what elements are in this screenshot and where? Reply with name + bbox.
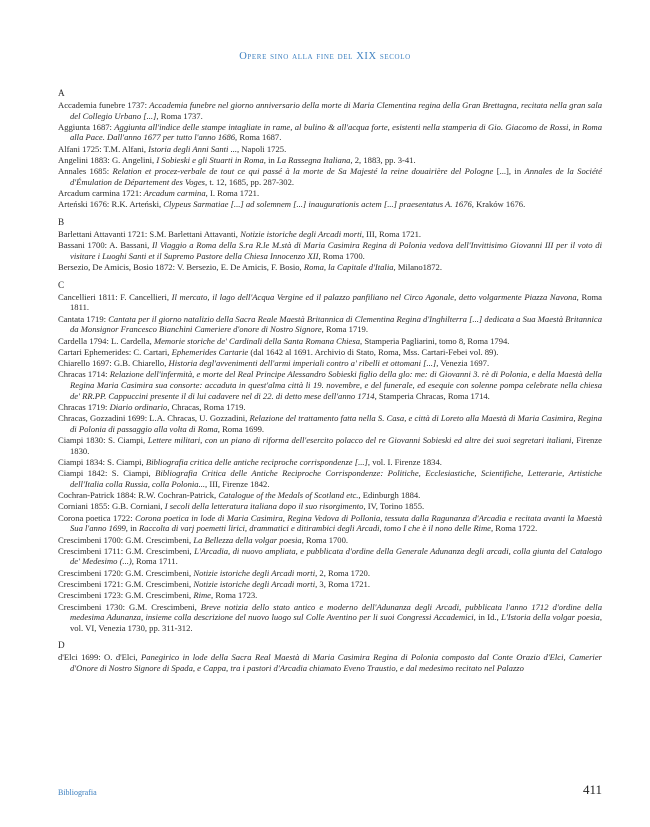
bibliography-entry bbox=[58, 188, 602, 199]
entry-text: , Venezia 1697. bbox=[436, 358, 490, 369]
entry-text: (dal 1642 al 1691. Archivio di Stato, Roma, Mss. Cartari-Febei vol. 89). bbox=[248, 346, 499, 357]
entry-text: Crescimbeni 1730: G.M. Crescimbeni, bbox=[58, 601, 201, 612]
entry-title: Istoria degli Anni Santi ... bbox=[148, 143, 238, 154]
entry-text: Cardella 1794: L. Cardella, bbox=[58, 335, 154, 346]
bibliography-entry bbox=[58, 100, 602, 121]
entry-title: Bibliografia Critica delle Antiche Reciproche Corrispondenze: Politiche, Ecclesiastiche, Scientifiche, Letterarie, Artistiche dell'Italia colla Russia, colla Polonia... bbox=[70, 468, 602, 489]
entry-title: Il Viaggio a Roma della S.ra R.le M.stà di Maria Casimira Regina di Polonia vedova dell'Invittisimo Giovanni III per il voto di visitare i Luoghi Santi et il Supremo Pastore della Chiesa Innocenzo XII bbox=[70, 240, 602, 261]
entry-text: , Roma 1711. bbox=[131, 556, 178, 567]
entry-text: , Roma 1687. bbox=[235, 132, 282, 143]
section-letter: A bbox=[58, 88, 65, 98]
entry-title: Corona poetica in lode di Maria Casimira, Regina Vedova di Pollonia, tessuta dalla Ragunanza d'Arcadia e recitata avanti la Maestà Sua l'anno 1699 bbox=[70, 512, 602, 534]
entry-title: Clypeus Sarmatiae [...] ad solemnem [...] inaugurationis actem [...] praesentatus A. 1676 bbox=[163, 199, 472, 210]
entry-text: Bassani 1700: A. Bassani, bbox=[58, 240, 152, 251]
entry-text: Accademia funebre 1737: bbox=[58, 100, 150, 110]
entry-text: [...], in bbox=[493, 166, 525, 177]
entry-text: , Edinburgh 1884. bbox=[358, 490, 421, 501]
entry-text: , in Id., bbox=[473, 612, 502, 623]
entry-text: , IV, Torino 1855. bbox=[363, 501, 425, 512]
bibliography-entry bbox=[58, 166, 602, 187]
bibliography-entry bbox=[58, 568, 602, 579]
section-d bbox=[58, 640, 602, 673]
entry-text: Angelini 1883: G. Angelini, bbox=[58, 155, 157, 166]
entry-text: , Napoli 1725. bbox=[237, 143, 287, 154]
entry-title: Historia degl'avvenimenti dell'armi imperiali contro a' ribelli et ottomani [...] bbox=[168, 358, 437, 369]
bibliography-entry bbox=[58, 602, 602, 634]
bibliography-entry bbox=[58, 513, 602, 534]
bibliography-entry bbox=[58, 413, 602, 434]
entry-text: , III, Firenze 1842. bbox=[205, 478, 270, 489]
entry-text: Chracas 1719: bbox=[58, 401, 110, 412]
section-letter: B bbox=[58, 217, 65, 228]
bibliography-entry bbox=[58, 336, 602, 347]
entry-title: Rime bbox=[193, 590, 212, 601]
entry-text: , III, Roma 1721. bbox=[361, 229, 422, 240]
entry-text: , t. 12, 1685, pp. 287-302. bbox=[205, 176, 295, 187]
entry-text: Crescimbeni 1721: G.M. Crescimbeni, bbox=[58, 578, 194, 589]
entry-title: I secoli della letteratura italiana dopo il suo risorgimento bbox=[164, 501, 364, 512]
section-letter: D bbox=[58, 640, 65, 651]
entry-text: , Roma 1700. bbox=[301, 534, 349, 545]
entry-text: Chracas, Gozzadini 1699: L.A. Chracas, U. Gozzadini, bbox=[58, 413, 250, 424]
entry-title: Panegirico in lode della Sacra Real Maestà di Maria Casimira Regina di Polonia composto dal Conte Orazio d'Elci, Camerier d'Onore di Nostro Signore di Spada, e Cappa, tra i pastori d'Arcadia chiamato Eveno Traustio, e dal medesimo recitato nel Palazzo bbox=[70, 652, 602, 673]
entry-text: Crescimbeni 1700: G.M. Crescimbeni, bbox=[58, 534, 194, 545]
entry-title: Arcadum carmina bbox=[143, 188, 206, 199]
bibliography-entry bbox=[58, 240, 602, 261]
entry-text: , vol. VI, Venezia 1730, pp. 311-312. bbox=[70, 612, 602, 633]
entry-title: Ephemerides Cartarie bbox=[171, 346, 249, 357]
bibliography-entry bbox=[58, 501, 602, 512]
entry-text: , Stamperia Chracas, Roma 1714. bbox=[374, 390, 490, 401]
entry-title: Cantata per il giorno natalizio della Sacra Reale Maestà Britannica di Clementina Regina d'Inghilterra [...] dedicata a Sua Maestà Britannica da Monsignor Francesco Bianchini Cameriere d'onore di Nostro Signore bbox=[70, 313, 602, 335]
bibliography-entry bbox=[58, 579, 602, 590]
bibliography-entry bbox=[58, 402, 602, 413]
entry-text: Cochran-Patrick 1884: R.W. Cochran-Patrick, bbox=[58, 490, 219, 501]
entry-text: Chracas 1714: bbox=[58, 369, 110, 380]
bibliography-entry bbox=[58, 122, 602, 143]
section-c bbox=[58, 280, 602, 633]
bibliography-entry bbox=[58, 155, 602, 166]
entry-title: Annales de la Société d'Émulation de Département des Voges bbox=[70, 166, 602, 187]
entry-text: , Kraków 1676. bbox=[471, 199, 526, 210]
bibliography-entry bbox=[58, 347, 602, 358]
bibliography-entry bbox=[58, 468, 602, 489]
section-letter: C bbox=[58, 279, 65, 290]
bibliography-entry bbox=[58, 546, 602, 567]
entry-title: Raccolta di varj poemetti lirici, drammatici e ditirambici degli Arcadi, tomo I che è il nono delle Rime bbox=[138, 523, 491, 534]
entry-text: , Stamperia Pagliarini, tomo 8, Roma 1794. bbox=[360, 335, 510, 346]
bibliography-entry bbox=[58, 457, 602, 468]
bibliography-entry bbox=[58, 652, 602, 673]
entry-text: Arteński 1676: R.K. Arteński, bbox=[58, 199, 164, 210]
bibliography-entry bbox=[58, 262, 602, 273]
bibliography-entry bbox=[58, 590, 602, 601]
entry-title: Aggiunta all'indice delle stampe intagliate in rame, al bulino & all'acqua forte, esistenti nella stamperia di Gio. Giacomo de Rossi, in Roma alla Pace. Dall'anno 1677 per tutto l'anno 1686 bbox=[70, 121, 602, 143]
entry-text: , vol. I. Firenze 1834. bbox=[367, 456, 442, 467]
entry-title: Relation et procez-verbale de tout ce qui passé à la morte de Sa Majesté la reine douairière del Pologne bbox=[112, 166, 494, 177]
bibliography-entry bbox=[58, 435, 602, 456]
entry-title: Bibliografia critica delle antiche reciproche corrispondenze [...] bbox=[145, 456, 368, 467]
entry-title: Catalogue of the Medals of Scotland etc. bbox=[218, 490, 359, 501]
entry-text: Crescimbeni 1711: G.M. Crescimbeni, bbox=[58, 545, 195, 556]
entry-title: L'Arcadia, di nuovo ampliata, e pubblicata d'ordine della Generale Adunanza degli arcadi, colla giunta del Catalogo de' Medesimo (...) bbox=[70, 545, 603, 567]
entry-title: L'Istoria della volgar poesia bbox=[501, 612, 600, 623]
entry-text: Aggiunta 1687: bbox=[58, 121, 115, 132]
entry-text: Cancellieri 1811: F. Cancellieri, bbox=[58, 291, 172, 302]
entry-text: , Roma 1722. bbox=[490, 523, 538, 534]
entry-title: Diario ordinario bbox=[109, 401, 168, 412]
entry-text: , 3, Roma 1721. bbox=[315, 578, 370, 589]
entry-title: Breve notizia dello stato antico e moderno dell'Adunanza degli Arcadi, pubblicata l'anno 1712 d'ordine della medesima Adunanza, insieme colla descrizione del nuovo luogo sul Colle Aventino per li suoi Congressi Accademici bbox=[70, 601, 602, 623]
entry-text: , in bbox=[263, 155, 277, 166]
bibliography-entry bbox=[58, 535, 602, 546]
entry-text: Annales 1685: bbox=[58, 166, 113, 177]
entry-text: , Firenze 1830. bbox=[70, 435, 602, 456]
footer-section-label: Bibliografia bbox=[58, 788, 97, 797]
entry-title: Relazione del trattamento fatta nella S. Casa, e città di Loreto alla Maestà di Maria Casimira, Regina di Polonia di passaggio alla volta di Roma bbox=[70, 413, 602, 434]
bibliography-entry bbox=[58, 144, 602, 155]
entry-text: Corona poetica 1722: bbox=[58, 512, 136, 523]
entry-title: Lettere militari, con un piano di riforma dell'esercito polacco del re Giovanni Sobieski ed altre dei suoi segretari italiani bbox=[147, 435, 572, 446]
entry-text: Bersezio, De Amicis, Bosio 1872: V. Bersezio, E. De Amicis, F. Bosio, bbox=[58, 262, 304, 273]
entry-text: , Roma 1699. bbox=[217, 423, 265, 434]
entry-title: Notizie istoriche degli Arcadi morti bbox=[193, 578, 316, 589]
running-head: Opere sino alla fine del XIX secolo bbox=[239, 51, 411, 62]
entry-text: , I. Roma 1721. bbox=[205, 188, 260, 199]
bibliography-entry bbox=[58, 199, 602, 210]
entry-text: Ciampi 1842: S. Ciampi, bbox=[58, 468, 156, 479]
page-number: 411 bbox=[582, 782, 602, 797]
bibliography-entry bbox=[58, 490, 602, 501]
entry-title: La Rassegna Italiana bbox=[276, 155, 351, 166]
entry-text: , Roma 1811. bbox=[70, 291, 602, 313]
entry-text: Alfani 1725: T.M. Alfani, bbox=[58, 143, 149, 154]
entry-text: Arcadum carmina 1721: bbox=[58, 188, 144, 199]
bibliography-entry bbox=[58, 229, 602, 240]
entry-text: Ciampi 1834: S. Ciampi, bbox=[58, 456, 146, 467]
entry-text: , 2, Roma 1720. bbox=[315, 567, 370, 578]
entry-text: , Chracas, Roma 1719. bbox=[167, 401, 246, 412]
entry-text: , Roma 1700. bbox=[318, 250, 365, 261]
entry-title: Roma, la Capitale d'Italia bbox=[303, 262, 394, 273]
entry-title: La Bellezza della volgar poesia bbox=[193, 534, 302, 545]
entry-text: Cantata 1719: bbox=[58, 313, 109, 324]
entry-text: , Roma 1737. bbox=[156, 110, 203, 121]
bibliography-entry bbox=[58, 314, 602, 335]
entry-title: I Sobieski e gli Stuarti in Roma bbox=[156, 155, 264, 166]
bibliography-entry bbox=[58, 358, 602, 369]
entry-text: Crescimbeni 1723: G.M. Crescimbeni, bbox=[58, 590, 194, 601]
entry-title: Il mercato, il lago dell'Acqua Vergine ed il palazzo panfiliano nel Circo Agonale, detto volgarmente Piazza Navona bbox=[171, 291, 577, 302]
section-b bbox=[58, 217, 602, 273]
entry-text: , in bbox=[125, 523, 139, 534]
entry-title: Notizie istoriche degli Arcadi morti bbox=[240, 229, 362, 240]
entry-text: Corniani 1855: G.B. Corniani, bbox=[58, 501, 165, 512]
entry-title: Relazione dell'infermità, e morte del Real Principe Alessandro Sobieski figlio della glo: me: di Giovanni 3. rè di Polonia, e della Maestà della Regina Maria Casimira sua consorte: accaduta in quest'alma città li 19. novembre, e del funerale, ed esequie con solenne pompa celebrate nella chiesa de' RR.PP. Cappuccini presente il di lui cadavere nel di 22. di detto mese dell'anno 1714 bbox=[70, 369, 602, 401]
entry-text: Chiarello 1697: G.B. Chiarello, bbox=[58, 358, 169, 369]
entry-title: Memorie storiche de' Cardinali della Santa Romana Chiesa bbox=[153, 335, 361, 346]
section-a bbox=[58, 88, 602, 210]
entry-text: d'Elci 1699: O. d'Elci, bbox=[58, 652, 142, 663]
bibliography-entry bbox=[58, 292, 602, 313]
entry-text: Cartari Ephemerides: C. Cartari, bbox=[58, 346, 172, 357]
entry-text: Ciampi 1830: S. Ciampi, bbox=[58, 435, 148, 446]
entry-title: Accademia funebre nel giorno anniversario della morte di Maria Clementina regina della Gran Brettagna, recitata nella gran sala del Collegio Urbano [...] bbox=[70, 100, 602, 121]
entry-text: , 2, 1883, pp. 3-41. bbox=[350, 155, 416, 166]
bibliography-list bbox=[58, 88, 602, 674]
entry-text: , Roma 1723. bbox=[211, 590, 258, 601]
entry-title: Notizie istoriche degli Arcadi morti bbox=[193, 567, 316, 578]
entry-text: Crescimbeni 1720: G.M. Crescimbeni, bbox=[58, 567, 194, 578]
entry-text: , Roma 1719. bbox=[321, 324, 368, 335]
entry-text: , Milano1872. bbox=[393, 262, 442, 273]
entry-text: Barlettani Attavanti 1721: S.M. Barlettani Attavanti, bbox=[58, 229, 241, 240]
bibliography-entry bbox=[58, 369, 602, 401]
